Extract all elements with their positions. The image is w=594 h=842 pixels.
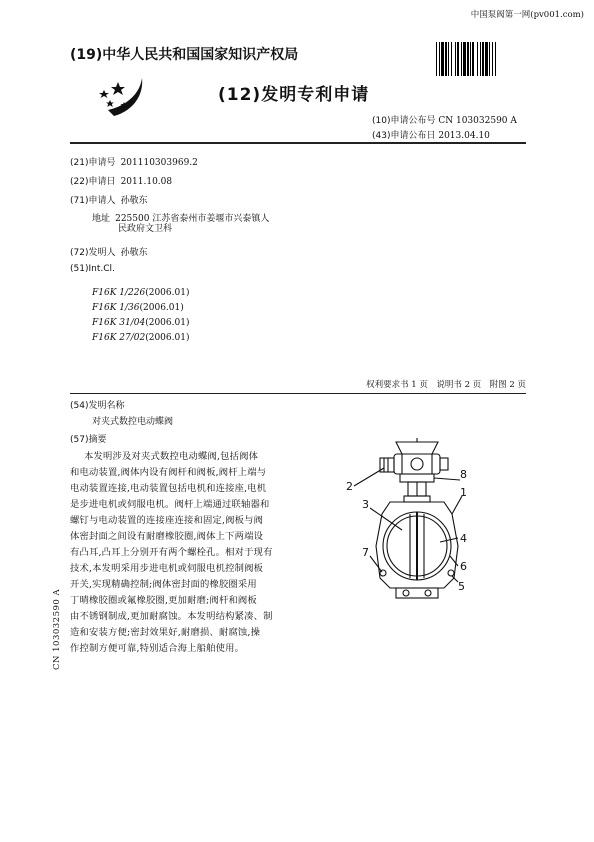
abstract-line: 是步进电机或伺服电机。阀杆上端通过联轴器和 bbox=[70, 499, 270, 510]
address-line-2: 民政府文卫科 bbox=[118, 224, 173, 234]
abstract-line: 螺钉与电动装置的连接座连接和固定,阀板与阀 bbox=[70, 515, 264, 526]
application-date-label: (22)申请日 bbox=[70, 177, 116, 187]
pages-summary: 权利要求书 1 页 说明书 2 页 附图 2 页 bbox=[366, 380, 526, 390]
ipc-code: F16K 1/36 bbox=[92, 303, 140, 313]
application-number: 201110303969.2 bbox=[120, 158, 198, 168]
abstract-line: 体密封面之间设有耐磨橡胶圈,阀体上下两端设 bbox=[70, 531, 264, 542]
invention-title: 对夹式数控电动蝶阀 bbox=[92, 417, 174, 427]
applicant-row bbox=[70, 188, 148, 207]
barcode-image bbox=[436, 42, 526, 76]
abstract-line: 技术,本发明采用步进电机或伺服电机控制阀板 bbox=[70, 563, 264, 574]
publication-number-row bbox=[372, 113, 517, 126]
abstract-line: 有凸耳,凸耳上分别开有两个螺栓孔。相对于现有 bbox=[70, 547, 273, 558]
ipc-code: F16K 27/02 bbox=[92, 333, 146, 343]
inventor-row bbox=[70, 240, 148, 259]
application-number-row bbox=[70, 150, 198, 169]
publication-date: 2013.04.10 bbox=[438, 131, 490, 141]
abstract-line: 由不锈钢制成,更加耐腐蚀。本发明结构紧凑、制 bbox=[70, 611, 273, 622]
inventor-name: 孙敬东 bbox=[120, 248, 148, 258]
abstract-line: 作控制方便可靠,特别适合海上船舶使用。 bbox=[70, 643, 245, 654]
title-label: (54)发明名称 bbox=[70, 401, 125, 411]
abstract-line: 和电动装置,阀体内设有阀杆和阀板,阀杆上端与 bbox=[70, 467, 267, 478]
ipc-version: (2006.01) bbox=[145, 333, 190, 343]
ipc-version: (2006.01) bbox=[145, 318, 190, 328]
cnipa-logo bbox=[96, 72, 156, 122]
header-divider bbox=[70, 142, 526, 144]
applicant-name: 孙敬东 bbox=[120, 196, 148, 206]
publication-date-label: (43)申请公布日 bbox=[372, 131, 436, 141]
figure-label: 1 bbox=[460, 486, 467, 499]
figure-label: 4 bbox=[460, 532, 467, 545]
abstract-line: 开关,实现精确控制;阀体密封面的橡胶圈采用 bbox=[70, 579, 257, 590]
office-name: (19)中华人民共和国国家知识产权局 bbox=[70, 47, 299, 63]
side-publication-number: CN 103032590 A bbox=[52, 588, 62, 670]
figure-label: 5 bbox=[458, 580, 465, 593]
publication-number-label: (10)申请公布号 bbox=[372, 116, 436, 126]
address-line-1: 225500 江苏省泰州市姜堰市兴泰镇人 bbox=[115, 214, 270, 224]
ipc-code: F16K 1/226 bbox=[92, 288, 146, 298]
abstract-label: (57)摘要 bbox=[70, 435, 107, 445]
abstract-line: 本发明涉及对夹式数控电动蝶阀,包括阀体 bbox=[84, 451, 259, 462]
application-date: 2011.10.08 bbox=[120, 177, 173, 187]
int-cl-label: (51)Int.Cl. bbox=[70, 264, 115, 274]
valve-drawing bbox=[340, 438, 480, 608]
biblio-divider bbox=[70, 393, 526, 394]
applicant-label: (71)申请人 bbox=[70, 196, 116, 206]
figure-label: 3 bbox=[362, 498, 369, 511]
application-date-row bbox=[70, 169, 172, 188]
ipc-version: (2006.01) bbox=[139, 303, 184, 313]
figure-label: 6 bbox=[460, 560, 467, 573]
publication-number: CN 103032590 A bbox=[438, 116, 517, 126]
abstract-line: 电动装置连接,电动装置包括电机和连接座,电机 bbox=[70, 483, 267, 494]
figure-label: 2 bbox=[346, 480, 353, 493]
address-label: 地址 bbox=[92, 214, 111, 224]
ipc-code: F16K 31/04 bbox=[92, 318, 146, 328]
ipc-version: (2006.01) bbox=[145, 288, 190, 298]
figure-label: 8 bbox=[460, 468, 467, 481]
application-number-label: (21)申请号 bbox=[70, 158, 116, 168]
ipc-row bbox=[92, 325, 189, 344]
watermark-text: 中国泵阀第一网(pv001.com) bbox=[470, 10, 584, 20]
document-type: (12)发明专利申请 bbox=[218, 85, 370, 105]
abstract-line: 丁晴橡胶圈或氟橡胶圈,更加耐磨;阀杆和阀板 bbox=[70, 595, 257, 606]
inventor-label: (72)发明人 bbox=[70, 248, 116, 258]
publication-date-row bbox=[372, 128, 490, 141]
figure-label: 7 bbox=[362, 546, 369, 559]
abstract-line: 造和安装方便;密封效果好,耐磨损、耐腐蚀,操 bbox=[70, 627, 261, 638]
